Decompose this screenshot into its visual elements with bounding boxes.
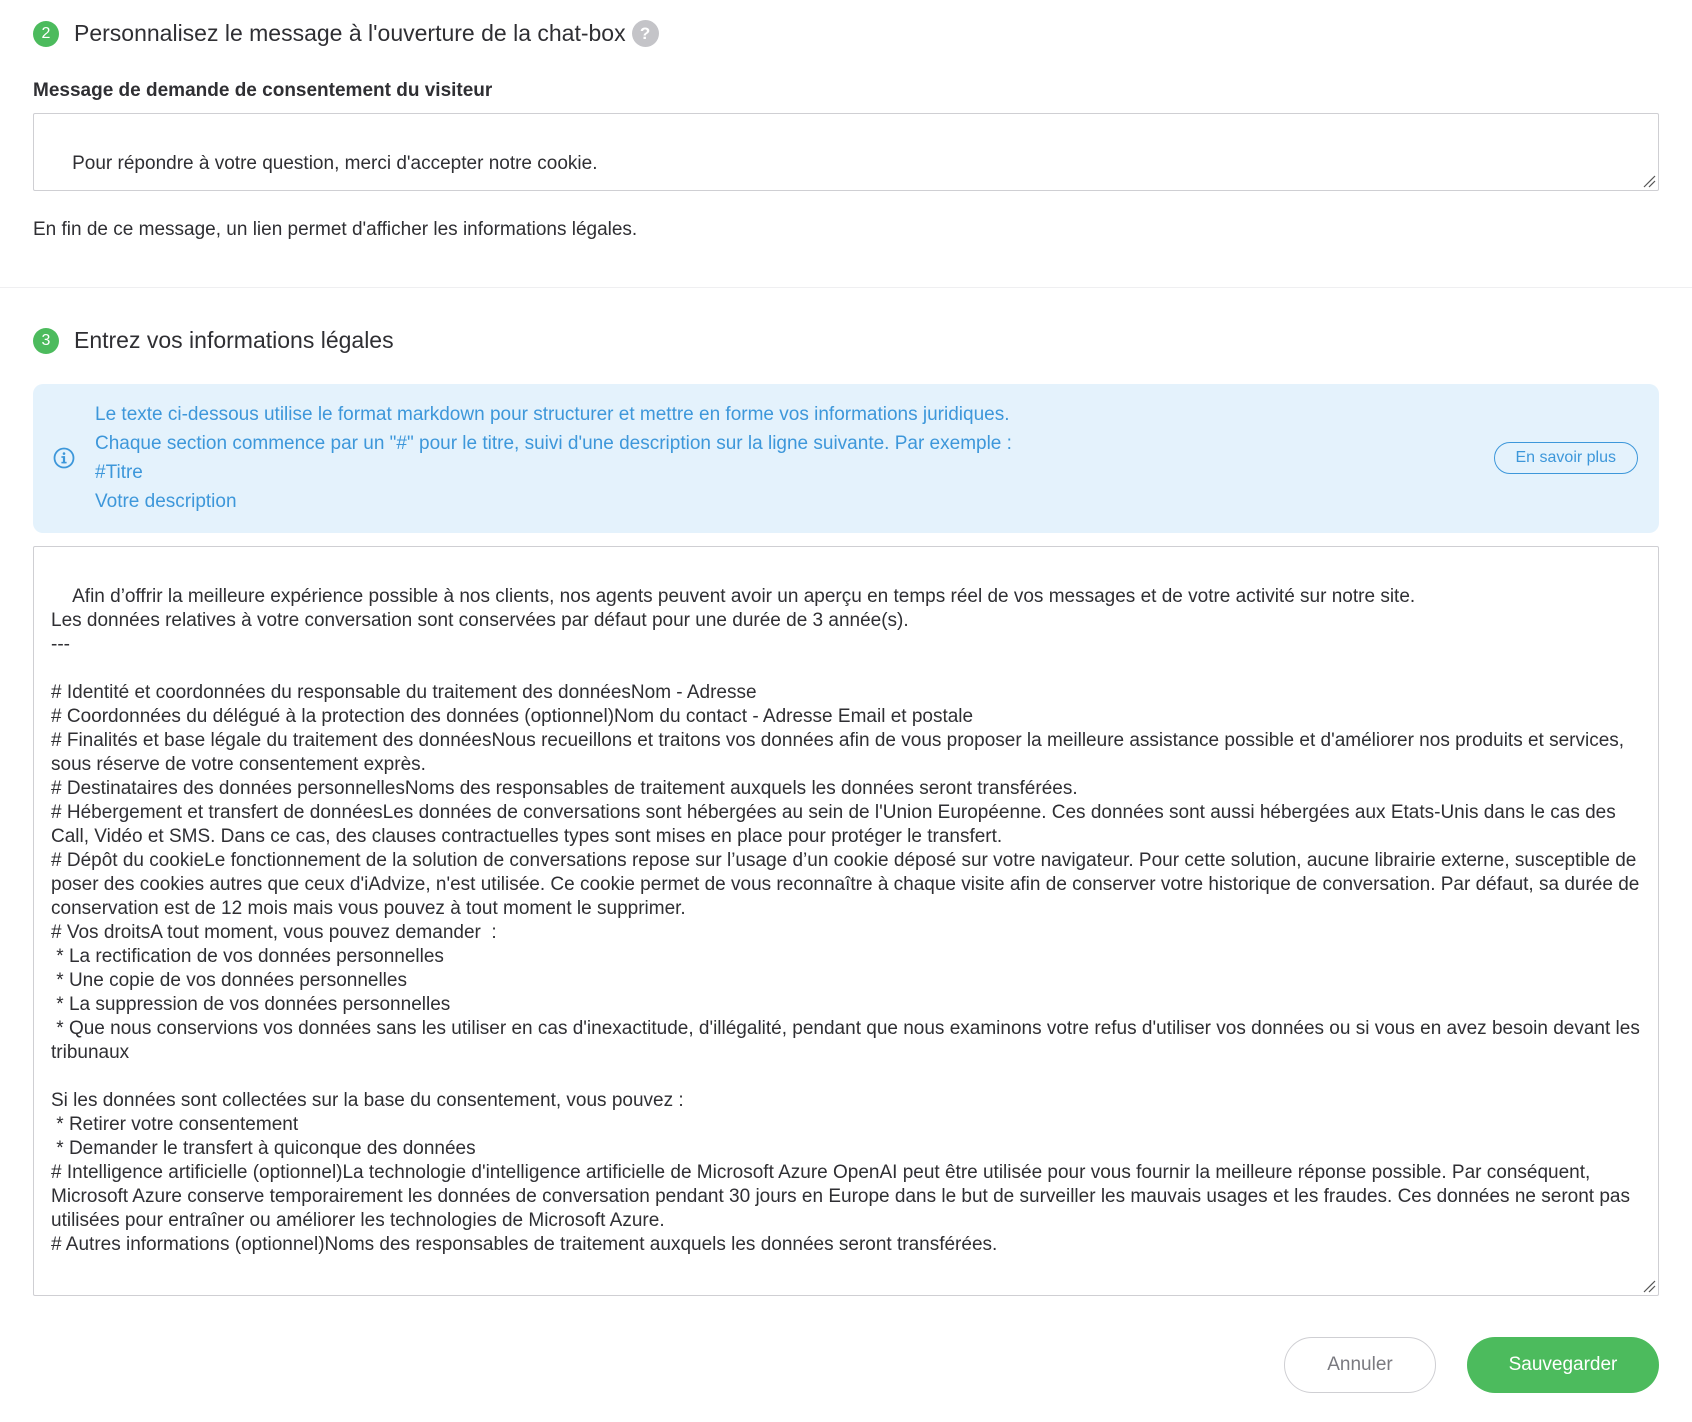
consent-helper-text: En fin de ce message, un lien permet d'afficher les informations légales. <box>33 219 638 240</box>
save-button[interactable]: Sauvegarder <box>1467 1337 1659 1393</box>
step-2-badge: 2 <box>33 21 59 47</box>
step-3-badge: 3 <box>33 328 59 354</box>
info-line: Votre description <box>95 491 237 512</box>
legal-info-value: Afin d’offrir la meilleure expérience possible à nos clients, nos agents peuvent avoir un aperçu en temps réel de vos messages et de votre activité sur notre site. Les données relatives à votre conversation sont conservées par défaut pour une durée de 3 année(s). --- # Identité et coordonnées du responsable du traitement des donnéesNom - Adresse # Coordonnées du délégué à la protection des données (optionnel)Nom du contact - Adresse Email et postale # Finalités et base légale du traitement des donnéesNous recueillons et traitons vos données afin de vous proposer la meilleure assistance possible et d'améliorer nos produits et services, sous réserve de votre consentement exprès. # Destinataires des données personnellesNoms des responsables de traitement auxquels les données seront transférées. # Hébergement et transfert de donnéesLes données de conversations sont hébergées au sein de l'Union Européenne. Ces données sont aussi hébergées aux Etats-Unis dans le cas des Call, Vidéo et SMS. Dans ce cas, des clauses contractuelles types sont mises en place pour protéger le transfert. # Dépôt du cookieLe fonctionnement de la solution de conversations repose sur l’usage d’un cookie déposé sur votre navigateur. Pour cette solution, aucune librairie externe, susceptible de poser des cookies autres que ceux d'iAdvize, n'est utilisée. Ce cookie permet de vous reconnaître à chaque visite afin de conserver votre historique de conversation. Par défaut, sa durée de conservation est de 12 mois mais vous pouvez à tout moment le supprimer. # Vos droitsA tout moment, vous pouvez demander : * La rectification de vos données personnelles * Une copie de vos données personnelles * La suppression de vos données personnelles * Que nous conservions vos données sans les utiliser en cas d'inexactitude, d'illégalité, pendant que nous examinons votre refus d'utiliser vos données ou si vous en avez besoin devant les tribunaux Si les données sont collectées sur la base du consentement, vous pouvez : * Retirer votre consentement * Demander le transfert à quiconque des données # Intelligence artificielle (optionnel)La technologie d'intelligence artificielle de Microsoft Azure OpenAI peut être utilisée pour vous fournir la meilleure réponse possible. Par conséquent, Microsoft Azure conserve temporairement les données de conversation pendant 30 jours en Europe dans le but de surveiller les mauvais usages et les fraudes. Ces données ne seront pas utilisées pour entraîner ou améliorer les technologies de Microsoft Azure. # Autres informations (optionnel)Noms des responsables de traitement auxquels les données seront transférées. <box>51 586 1640 1255</box>
legal-info-textarea[interactable] <box>33 546 1659 1296</box>
consent-message-textarea[interactable] <box>33 113 1659 191</box>
info-icon <box>52 446 76 470</box>
resize-grip-icon[interactable] <box>1642 174 1656 188</box>
cancel-button[interactable]: Annuler <box>1284 1337 1436 1393</box>
info-line: #Titre <box>95 462 143 483</box>
consent-message-value: Pour répondre à votre question, merci d'accepter notre cookie. <box>72 153 598 174</box>
learn-more-button[interactable]: En savoir plus <box>1494 442 1639 474</box>
help-icon[interactable]: ? <box>632 20 659 47</box>
step-2-title: Personnalisez le message à l'ouverture de la chat-box <box>74 20 626 46</box>
step-3-title: Entrez vos informations légales <box>74 327 394 353</box>
consent-message-label: Message de demande de consentement du visiteur <box>33 80 493 101</box>
step-2-header <box>33 20 659 47</box>
info-text <box>95 400 1012 516</box>
info-line: Chaque section commence par un "#" pour le titre, suivi d'une description sur la ligne suivante. Par exemple : <box>95 433 1012 454</box>
info-line: Le texte ci-dessous utilise le format markdown pour structurer et mettre en forme vos informations juridiques. <box>95 404 1010 425</box>
markdown-info-box <box>33 384 1659 533</box>
step-3-header <box>33 327 394 354</box>
section-divider <box>0 287 1692 288</box>
resize-grip-icon[interactable] <box>1642 1279 1656 1293</box>
